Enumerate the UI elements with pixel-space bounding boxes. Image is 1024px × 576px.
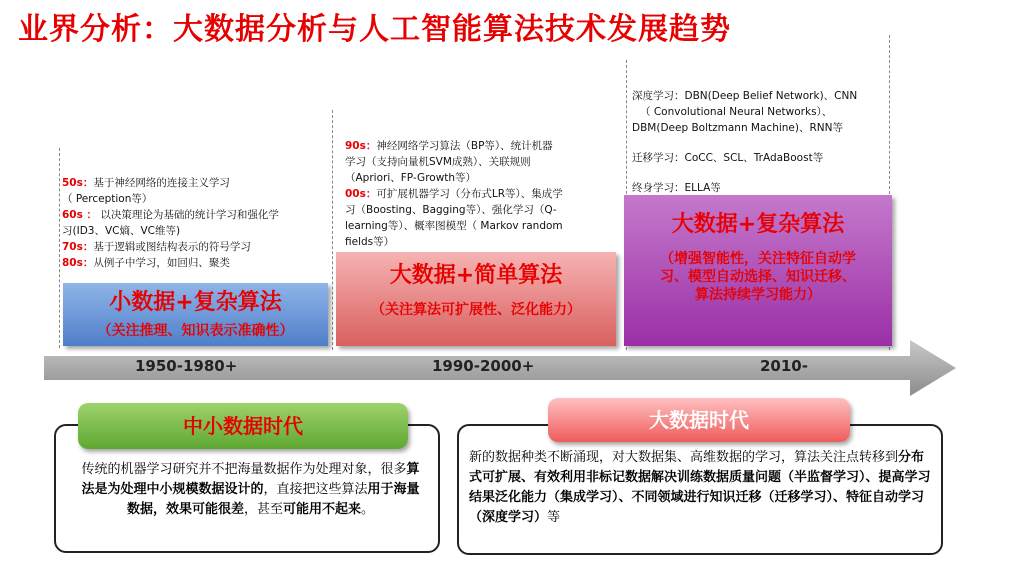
col2-line: 学习（支持向量机SVM成熟）、关联规则 <box>345 156 531 168</box>
col1-line: 60s ： 以决策理论为基础的统计学习和强化学 <box>62 209 279 221</box>
col2-line: 90s：神经网络学习算法（BP等）、统计机器 <box>345 140 553 152</box>
col3-line: 终身学习：ELLA等 <box>632 182 721 194</box>
col2-line: （Apriori、FP-Growth等） <box>345 172 477 184</box>
big-data-era-panel <box>457 424 943 555</box>
page-title: 业界分析：大数据分析与人工智能算法技术发展趋势 <box>18 12 731 47</box>
col1-line: 50s：基于神经网络的连接主义学习 <box>62 177 230 189</box>
divider-1 <box>59 148 60 348</box>
col3-line: （ Convolutional Neural Networks）、 <box>640 106 833 118</box>
col1-line: （ Perception等） <box>62 193 153 205</box>
col1-line: 80s：从例子中学习，如回归、聚类 <box>62 257 230 269</box>
big-data-simple-box <box>336 252 616 346</box>
col1-text <box>62 175 332 271</box>
small-data-box-title: 小数据+复杂算法 <box>109 290 282 315</box>
col3-text <box>632 88 894 196</box>
era-label-3: 2010- <box>760 357 808 375</box>
big-data-era-description: 新的数据种类不断涌现，对大数据集、高维数据的学习，算法关注点转移到分布式可扩展、有效利用非标记数据解决训练数据质量问题（半监督学习）、提高学习结果泛化能力（集成学习）、不同领域进行知识迁移（迁移学习）、特征自动学习（深度学习）等 <box>469 450 931 525</box>
big-data-simple-box-subtitle: （关注算法可扩展性、泛化能力） <box>371 302 581 318</box>
col2-line: 00s：可扩展机器学习（分布式LR等）、集成学 <box>345 188 563 200</box>
col1-line: 70s：基于逻辑或图结构表示的符号学习 <box>62 241 251 253</box>
col1-line: 习(ID3、VC熵、VC维等) <box>62 225 181 237</box>
small-data-box <box>63 283 328 346</box>
small-data-era-pill: 中小数据时代 <box>78 403 408 449</box>
big-data-era-pill: 大数据时代 <box>548 398 850 442</box>
col3-line <box>632 166 894 180</box>
col2-line: 习（Boosting、Bagging等）、强化学习（Q- <box>345 204 557 216</box>
divider-2 <box>332 110 333 350</box>
col3-line: 迁移学习：CoCC、SCL、TrAdaBoost等 <box>632 152 824 164</box>
big-data-simple-box-title: 大数据+简单算法 <box>389 263 563 288</box>
col3-line: DBM(Deep Boltzmann Machine)、RNN等 <box>632 122 843 134</box>
big-data-complex-box <box>624 195 892 346</box>
big-data-complex-box-title: 大数据+复杂算法 <box>671 212 845 237</box>
col3-line: 深度学习：DBN(Deep Belief Network)、CNN <box>632 90 858 102</box>
era-label-2: 1990-2000+ <box>432 357 535 375</box>
col2-line: fields等） <box>345 236 395 248</box>
big-data-complex-box-subtitle: （增强智能性，关注特征自动学 习、模型自动选择、知识迁移、 算法持续学习能力） <box>660 251 856 303</box>
col2-text <box>345 138 625 250</box>
col2-line: learning等）、概率图模型（ Markov random <box>345 220 563 232</box>
era-label-1: 1950-1980+ <box>135 357 238 375</box>
small-data-box-subtitle: （关注推理、知识表示准确性） <box>97 323 294 339</box>
col3-line <box>632 136 894 150</box>
small-data-era-description: 传统的机器学习研究并不把海量数据作为处理对象，很多算法是为处理中小规模数据设计的，直接把这些算法用于海量数据，效果可能很差，甚至可能用不起来。 <box>81 462 420 517</box>
